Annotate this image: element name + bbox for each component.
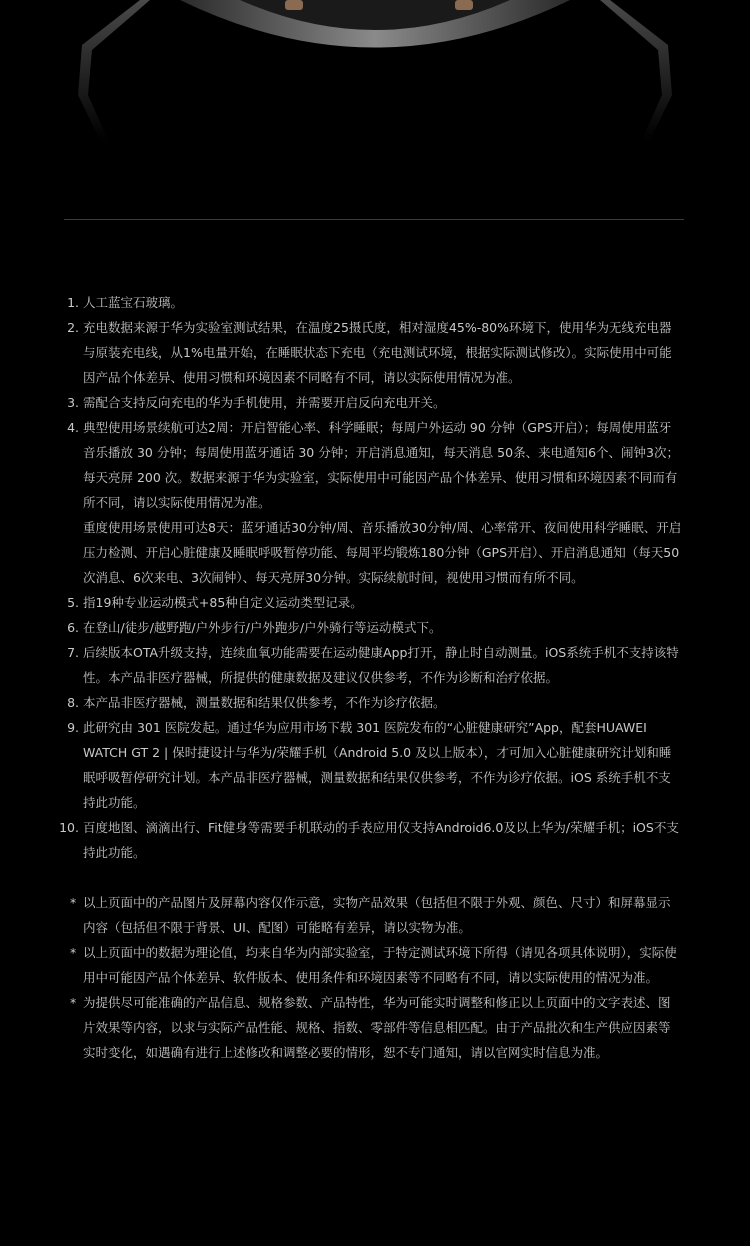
footnote-number: 10. (59, 820, 79, 835)
disclaimer-text: 以上页面中的数据为理论值，均来自华为内部实验室，于特定测试环境下所得（请见各项具体说明），实际使用中可能因产品个体差异、软件版本、使用条件和环境因素等不同略有不同，请以实际使用的情况为准。 (83, 945, 677, 985)
footnote-number: 3. (67, 395, 79, 410)
footnote-item (0, 315, 750, 390)
footnote-number: 8. (67, 695, 79, 710)
asterisk-mark: * (70, 895, 77, 910)
footnote-item (0, 615, 750, 640)
footnote-text: 人工蓝宝石玻璃。 (83, 295, 184, 310)
disclaimer-text: 为提供尽可能准确的产品信息、规格参数、产品特性，华为可能实时调整和修正以上页面中的文字表述、图片效果等内容，以求与实际产品性能、规格、指数、零部件等信息相匹配。由于产品批次和生产供应因素等实时变化，如遇确有进行上述修改和调整必要的情形，恕不专门通知，请以官网实时信息为准。 (83, 995, 671, 1060)
footnote-item (0, 590, 750, 615)
footnote-item (0, 690, 750, 715)
footnote-number: 5. (67, 595, 79, 610)
footnote-item (0, 640, 750, 690)
footnote-number: 7. (67, 645, 79, 660)
footnote-item (0, 290, 750, 315)
asterisk-mark: * (70, 995, 77, 1010)
watch-bottom-graphic (0, 0, 750, 140)
footnote-text: 百度地图、滴滴出行、Fit健身等需要手机联动的手表应用仅支持Android6.0及以上华为/荣耀手机；iOS不支持此功能。 (83, 820, 679, 860)
disclaimer-item (0, 990, 750, 1065)
footnote-item (0, 390, 750, 415)
section-divider (64, 219, 684, 220)
footnote-text: 指19种专业运动模式+85种自定义运动类型记录。 (83, 595, 363, 610)
footnote-number: 1. (67, 295, 79, 310)
footnote-text: 需配合支持反向充电的华为手机使用，并需要开启反向充电开关。 (83, 395, 446, 410)
disclaimer-text: 以上页面中的产品图片及屏幕内容仅作示意，实物产品效果（包括但不限于外观、颜色、尺寸）和屏幕显示内容（包括但不限于背景、UI、配图）可能略有差异，请以实物为准。 (83, 895, 671, 935)
footnote-number: 2. (67, 320, 79, 335)
footnote-text: 此研究由 301 医院发起。通过华为应用市场下载 301 医院发布的“心脏健康研究”App，配套HUAWEI WATCH GT 2 | 保时捷设计与华为/荣耀手机（Android 5.0 及以上版本），才可加入心脏健康研究计划和睡眠呼吸暂停研究计划。本产品非医疗器械，测量数据和结果仅供参考，不作为诊疗依据。iOS 系统手机不支持此功能。 (83, 720, 672, 810)
footnote-text: 重度使用场景使用可达8天：蓝牙通话30分钟/周、音乐播放30分钟/周、心率常开、夜间使用科学睡眠、开启压力检测、开启心脏健康及睡眠呼吸暂停功能、每周平均锻炼180分钟（GPS开启）、开启消息通知（每天50次消息、6次来电、3次闹钟）、每天亮屏30分钟。实际续航时间，视使用习惯而有所不同。 (83, 520, 682, 585)
watch-product-image (0, 0, 750, 140)
footnote-number: 9. (67, 720, 79, 735)
disclaimer-item (0, 890, 750, 940)
footnote-item (0, 415, 750, 590)
footnote-text: 充电数据来源于华为实验室测试结果，在温度25摄氏度，相对湿度45%-80%环境下，使用华为无线充电器与原装充电线，从1%电量开始，在睡眠状态下充电（充电测试环境，根据实际测试修改）。实际使用中可能因产品个体差异、使用习惯和环境因素不同略有不同，请以实际使用情况为准。 (83, 320, 672, 385)
footnote-number: 6. (67, 620, 79, 635)
footnote-item (0, 715, 750, 815)
footnote-item (0, 815, 750, 865)
footnote-text: 本产品非医疗器械，测量数据和结果仅供参考，不作为诊疗依据。 (83, 695, 446, 710)
disclaimer-list (0, 890, 750, 1065)
footnote-text: 后续版本OTA升级支持，连续血氧功能需要在运动健康App打开，静止时自动测量。iOS系统手机不支持该特性。本产品非医疗器械，所提供的健康数据及建议仅供参考，不作为诊断和治疗依据。 (83, 645, 679, 685)
asterisk-mark: * (70, 945, 77, 960)
disclaimer-item (0, 940, 750, 990)
footnotes-list (0, 290, 750, 865)
footnote-text: 在登山/徒步/越野跑/户外步行/户外跑步/户外骑行等运动模式下。 (83, 620, 442, 635)
footnote-text: 典型使用场景续航可达2周：开启智能心率、科学睡眠；每周户外运动 90 分钟（GPS开启）；每周使用蓝牙音乐播放 30 分钟；每周使用蓝牙通话 30 分钟；开启消息通知，每天消息 50条、来电通知6个、闹钟3次；每天亮屏 200 次。数据来源于华为实验室，实际使用中可能因产品个体差异、使用习惯和环境因素不同而有所不同，请以实际使用情况为准。 (83, 420, 679, 510)
footnote-number: 4. (67, 420, 79, 435)
